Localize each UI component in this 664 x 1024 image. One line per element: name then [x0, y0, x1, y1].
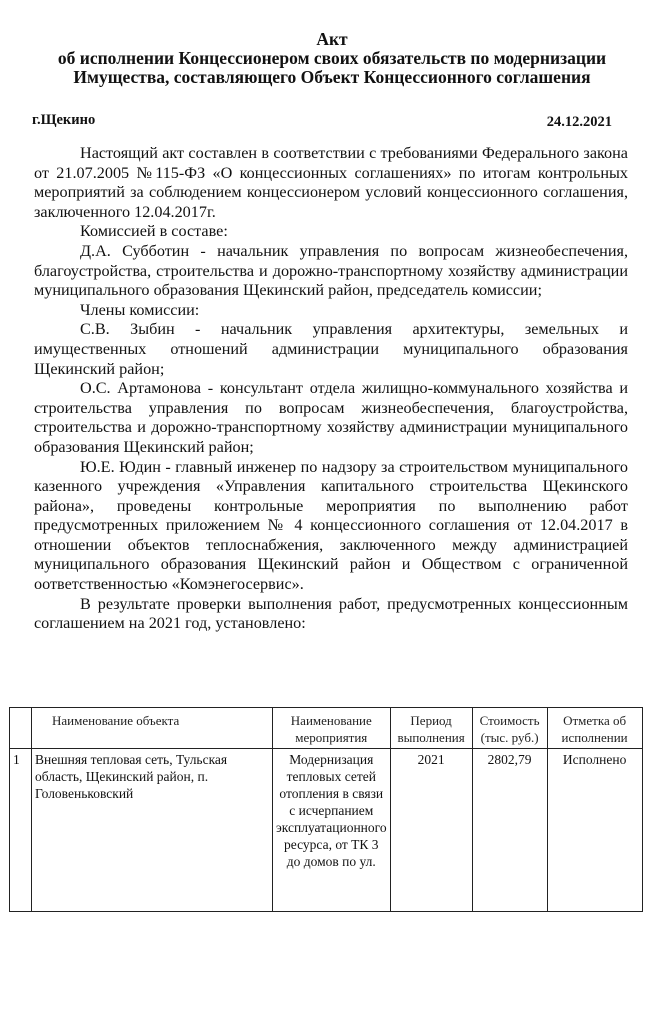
- title-line-3: Имущества, составляющего Объект Концессионного соглашения: [73, 67, 591, 87]
- header-cost: Стоимость (тыс. руб.): [472, 708, 547, 749]
- header-activity: Наименование мероприятия: [273, 708, 391, 749]
- document-city: г.Щекино: [32, 112, 96, 128]
- document-title: [20, 30, 644, 87]
- chair-paragraph: Д.А. Субботин - начальник управления по вопросам жизнеобеспечения, благоустройства, строительства и дорожно-транспортному хозяйству администрации муниципального образования Щекинский район, председатель комиссии;: [34, 241, 628, 300]
- row-activity: Модернизация тепловых сетей отопления в связи с исчерпанием эксплуатационного ресурса, от ТК 3 до домов по ул.: [273, 749, 391, 912]
- row-period: 2021: [390, 749, 472, 912]
- document-date: 24.12.2021: [546, 114, 612, 130]
- member-paragraph-1: С.В. Зыбин - начальник управления архитектуры, земельных и имущественных отношений администрации муниципального образования Щекинский район;: [34, 320, 628, 378]
- commission-intro: Комиссией в составе:: [80, 222, 228, 241]
- row-cost: 2802,79: [472, 749, 547, 912]
- table-header-row: [10, 708, 643, 749]
- header-num: [10, 708, 32, 749]
- members-intro: Члены комиссии:: [80, 300, 200, 319]
- result-paragraph: В результате проверки выполнения работ, предусмотренных концессионным соглашением на 2021 год, установлено:: [34, 594, 628, 633]
- member-paragraph-2: О.С. Артамонова - консультант отдела жилищно-коммунального хозяйства и строительства управления по вопросам жизнеобеспечения, благоустройства, строительства и дорожно-транспортному хозяйству администрации муниципального образования Щекинский район;: [34, 379, 628, 456]
- row-mark: Исполнено: [547, 749, 642, 912]
- table-row: [10, 749, 643, 912]
- header-object: Наименование объекта: [32, 708, 273, 749]
- works-table: [9, 707, 643, 912]
- intro-paragraph: Настоящий акт составлен в соответствии с требованиями Федерального закона от 21.07.2005 №115-ФЗ «О концессионных соглашениях» по итогам контрольных мероприятий за соблюдением концессионером условий концессионного соглашения, заключенного 12.04.2017г.: [34, 144, 628, 221]
- title-line-2: об исполнении Концессионером своих обязательств по модернизации: [57, 48, 607, 68]
- header-mark: Отметка об исполнении: [547, 708, 642, 749]
- title-line-1: Акт: [316, 29, 348, 49]
- member-paragraph-3: Ю.Е. Юдин - главный инженер по надзору за строительством муниципального казенного учреждения «Управления капитального строительства Щекинского района», проведены контрольные мероприятия по выполнению работ предусмотренных приложением № 4 концессионного соглашения от 12.04.2017 в отношении объектов теплоснабжения, заключенного между администрацией муниципального образования Щекинский район и Обществом с ограниченной оответственностью «Комэнегосервис».: [34, 457, 628, 594]
- header-period: Период выполнения: [390, 708, 472, 749]
- row-object: Внешняя тепловая сеть, Тульская область, Щекинский район, п. Головеньковский: [32, 749, 273, 912]
- document-body: [34, 144, 628, 634]
- row-num: 1: [10, 749, 32, 912]
